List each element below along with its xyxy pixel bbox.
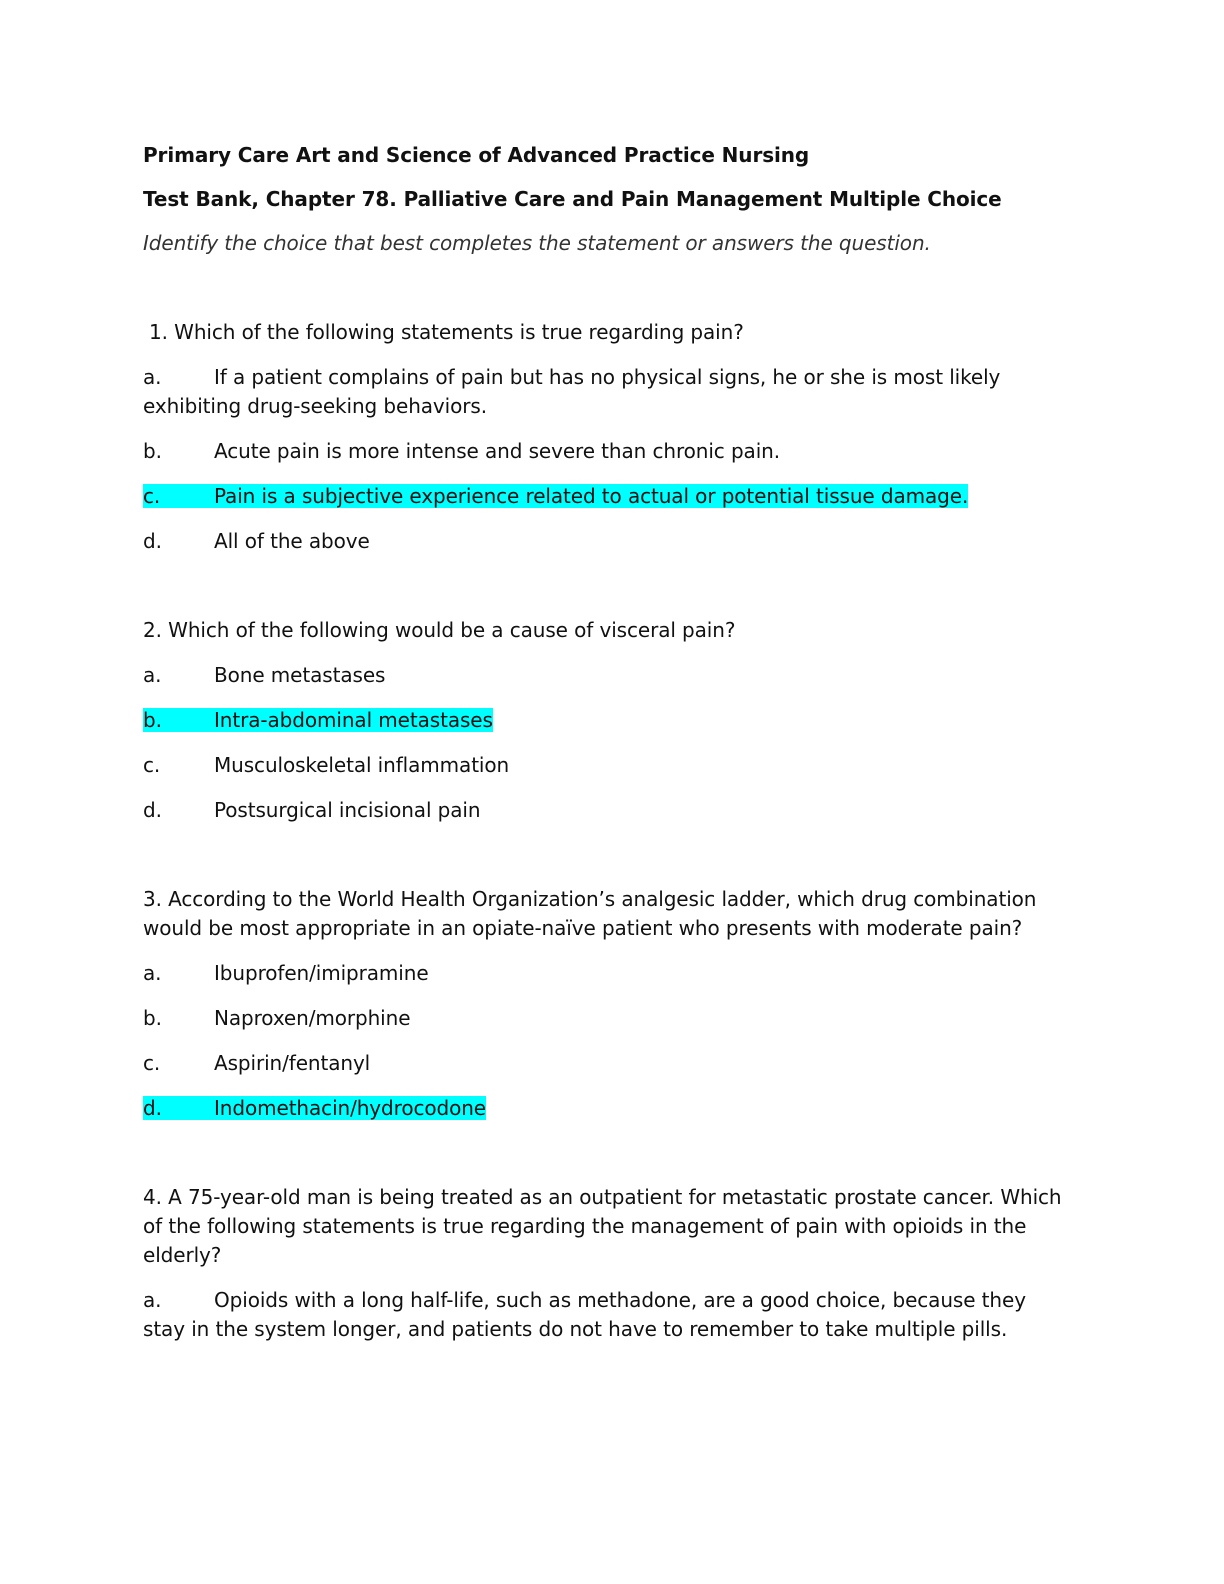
- question-3: [143, 885, 1068, 1123]
- option-a: [143, 661, 1068, 690]
- question-stem: 1. Which of the following statements is true regarding pain?: [149, 320, 744, 344]
- option-letter: a.: [143, 1288, 162, 1312]
- option-letter: b.: [143, 439, 162, 463]
- question-stem: 2. Which of the following would be a cause of visceral pain?: [143, 618, 736, 642]
- document-subtitle: Test Bank, Chapter 78. Palliative Care and Pain Management Multiple Choice: [143, 187, 1002, 211]
- option-text: Musculoskeletal inflammation: [214, 753, 510, 777]
- answer-highlight: [143, 708, 493, 732]
- option-text: Postsurgical incisional pain: [214, 798, 481, 822]
- question-2: [143, 616, 1068, 825]
- option-text: Naproxen/morphine: [214, 1006, 411, 1030]
- option-text: Acute pain is more intense and severe than chronic pain.: [214, 439, 781, 463]
- option-letter: c.: [143, 1051, 161, 1075]
- option-d: [143, 527, 1068, 556]
- option-letter: b.: [143, 708, 162, 732]
- option-c: [143, 1049, 1068, 1078]
- instructions-text: Identify the choice that best completes the statement or answers the question.: [143, 231, 931, 255]
- question-4: [143, 1183, 1068, 1344]
- option-letter: d.: [143, 798, 162, 822]
- option-a: [143, 959, 1068, 988]
- question-stem: 4. A 75-year-old man is being treated as an outpatient for metastatic prostate cancer. Which of the following statements is true regarding the management of pain with opioids in the elderly?: [143, 1185, 1062, 1267]
- option-a: [143, 363, 1068, 421]
- document-title: Primary Care Art and Science of Advanced Practice Nursing: [143, 143, 810, 167]
- option-b: [143, 1004, 1068, 1033]
- option-text: Aspirin/fentanyl: [214, 1051, 371, 1075]
- option-letter: d.: [143, 529, 162, 553]
- option-text: Bone metastases: [214, 663, 386, 687]
- option-letter: c.: [143, 753, 161, 777]
- question-stem: 3. According to the World Health Organization’s analgesic ladder, which drug combination would be most appropriate in an opiate-naïve patient who presents with moderate pain?: [143, 887, 1037, 940]
- option-c-highlighted: [143, 482, 1068, 511]
- option-b: [143, 437, 1068, 466]
- option-a: [143, 1286, 1068, 1344]
- document-page: [143, 140, 1068, 1404]
- option-c: [143, 751, 1068, 780]
- option-text: Ibuprofen/imipramine: [214, 961, 429, 985]
- option-text: Pain is a subjective experience related to actual or potential tissue damage.: [214, 484, 969, 508]
- option-text: If a patient complains of pain but has no physical signs, he or she is most likely exhibiting drug-seeking behaviors.: [143, 365, 1001, 418]
- option-letter: d.: [143, 1096, 162, 1120]
- question-1: [143, 318, 1068, 556]
- option-d: [143, 796, 1068, 825]
- option-text: Indomethacin/hydrocodone: [214, 1096, 487, 1120]
- option-letter: a.: [143, 961, 162, 985]
- answer-highlight: [143, 1096, 486, 1120]
- option-text: Opioids with a long half-life, such as methadone, are a good choice, because they stay in the system longer, and patients do not have to remember to take multiple pills.: [143, 1288, 1026, 1341]
- option-letter: a.: [143, 365, 162, 389]
- option-b-highlighted: [143, 706, 1068, 735]
- answer-highlight: [143, 484, 968, 508]
- option-letter: c.: [143, 484, 161, 508]
- option-letter: a.: [143, 663, 162, 687]
- option-letter: b.: [143, 1006, 162, 1030]
- option-text: Intra-abdominal metastases: [214, 708, 493, 732]
- option-text: All of the above: [214, 529, 370, 553]
- option-d-highlighted: [143, 1094, 1068, 1123]
